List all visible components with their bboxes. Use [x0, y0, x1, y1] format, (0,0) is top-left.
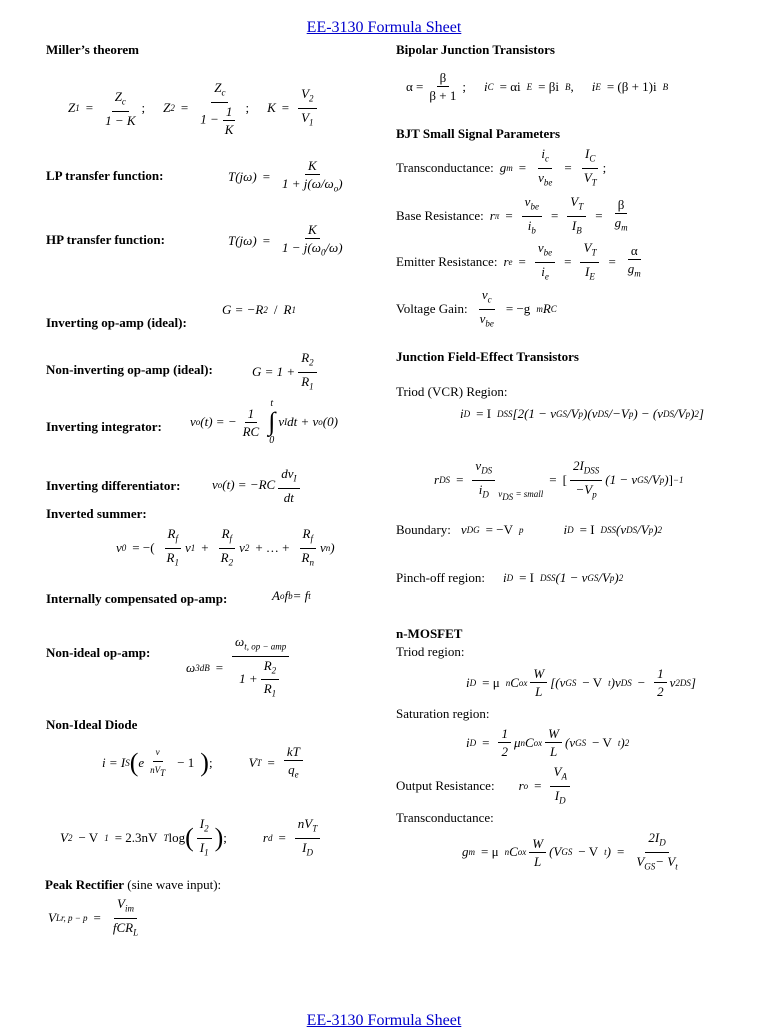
peak-heading: Peak Rectifier (sine wave input):	[45, 877, 222, 892]
jfet-boundary-equation: Boundary: v DG = −V p i D = I DSS (v DS /V p ) 2	[396, 522, 663, 537]
lp-equation: T(jω) = $\frac{K}{1 + j(\omega/\omega_o)}$	[228, 158, 343, 194]
nonideal-opamp-label: Non-ideal op-amp:	[46, 645, 151, 660]
summer-label: Inverted summer:	[46, 506, 147, 521]
jfet-rds-equation: r DS = $\frac{v_{DS}}{i_D}$ $v_{DS}$ = small = [ $\frac{2I_{DSS}}{-V_p}$ (1 − v GS /V p ) ] −1	[434, 458, 684, 503]
jfet-triod-label: Triod (VCR) Region:	[396, 384, 508, 399]
compensated-equation: A o f b = f t	[272, 588, 311, 603]
mosfet-gm-label: Transconductance:	[396, 810, 494, 825]
nonideal-opamp-equation: ω 3dB = $\omega_{t, op - amp}$ 1 + $\frac{R_2}{R_1}$	[186, 634, 292, 702]
bjt-ss-heading: BJT Small Signal Parameters	[396, 126, 561, 141]
diode-voltage-equation: V 2 − V 1 = 2.3nV T log ( $\frac{I_2}{I_1}$ ) ; r d = $\frac{nV_T}{I_D}$	[60, 816, 323, 860]
miller-equations: Z 1 = $\frac{Z_c}{1 - K}$ ; Z 2 = $Z_c$ 1 − $\frac{1}{K}$ ; K = $\frac{V_2}{V_1}$	[68, 80, 320, 137]
hp-equation: T(jω) = $\frac{K}{1 - j(\omega_0/\omega)}$	[228, 222, 343, 258]
bjt-av-equation: Voltage Gain: $\frac{v_c}{v_{be}}$ = −g m R C	[396, 287, 557, 329]
diode-current-equation: i = I S ( e $\frac{v}{nV_T}$ − 1 ) ; V T = $\frac{kT}{q_e}$	[102, 744, 306, 783]
jfet-pinch-equation: Pinch-off region: i D = I DSS (1 − v GS /V p ) 2	[396, 570, 624, 585]
mosfet-sat-equation: i D = $\frac{1}{2}$ μ n C ox $\frac{W}{L}$ (v GS − V t ) 2	[466, 726, 630, 759]
mosfet-sat-label: Saturation region:	[396, 706, 490, 721]
differentiator-equation: v o (t) = −RC $\frac{dv_I}{dt}$	[212, 466, 303, 505]
bjt-rpi-equation: Base Resistance: r π = $\frac{v_{be}}{i_b}$ = $\frac{V_T}{I_B}$ = $\frac{\beta}{g_m}$	[396, 194, 628, 236]
jfet-triod-equation: i D = I DSS [2(1 − v GS /V p )(v DS /−V p ) − (v DS /V p ) 2 ]	[460, 406, 704, 421]
peak-equation: V Lr, p − p = $\frac{V_{im}}{fCR_L}$	[48, 896, 139, 938]
miller-heading: Miller’s theorem	[46, 42, 139, 57]
mosfet-heading: n-MOSFET	[396, 626, 463, 641]
bjt-re-equation: Emitter Resistance: r e = $\frac{v_{be}}{i_e}$ = $\frac{V_T}{I_E}$ = $\frac{\alpha}{g_m}$	[396, 240, 641, 282]
bjt-gm-equation: Transconductance: g m = $\frac{i_c}{v_{be}}$ = $\frac{I_C}{V_T}$ ;	[396, 146, 607, 188]
integrator-label: Inverting integrator:	[46, 419, 162, 434]
mosfet-triod-equation: i D = μ n C ox $\frac{W}{L}$ [(v GS − V t )v DS − $\frac{1}{2}$ v 2 DS ]	[466, 666, 696, 699]
mosfet-ro-equation: Output Resistance: r o = $\frac{V_A}{I_D}$	[396, 764, 573, 808]
differentiator-label: Inverting differentiator:	[46, 478, 181, 493]
integrator-equation: v o (t) = − $\frac{1}{RC}$ t ∫ 0 v I dt + v o (0)	[190, 398, 338, 446]
bjt-heading: Bipolar Junction Transistors	[396, 42, 555, 57]
mosfet-gm-equation: g m = μ n C ox $\frac{W}{L}$ (V GS − V t ) = $\frac{2I_D}{V_{GS}- V_t}$	[462, 830, 678, 872]
noninverting-equation: G = 1 + $\frac{R_2}{R_1}$	[252, 350, 320, 394]
diode-heading: Non-Ideal Diode	[46, 717, 138, 732]
jfet-heading: Junction Field-Effect Transistors	[396, 349, 579, 364]
page-title[interactable]: EE-3130 Formula Sheet	[306, 19, 462, 36]
hp-label: HP transfer function:	[46, 232, 165, 247]
noninverting-label: Non-inverting op-amp (ideal):	[46, 362, 213, 377]
bjt-equations: α = $\frac{\beta}{\beta + 1}$ ; i C = αi E = βi B , i E = (β + 1)i B	[406, 70, 669, 103]
inverting-equation: G = −R 2 / R 1	[222, 302, 296, 317]
lp-label: LP transfer function:	[46, 168, 164, 183]
compensated-label: Internally compensated op-amp:	[46, 591, 228, 606]
inverting-label: Inverting op-amp (ideal):	[46, 315, 187, 330]
summer-equation: v 0 = −( $\frac{R_f}{R_1}$ v 1 + $\frac{R_f}{R_2}$ v 2 + … + $\frac{R_f}{R_n}$ v n )	[116, 526, 335, 568]
mosfet-triod-label: Triod region:	[396, 644, 465, 659]
page-title-next[interactable]: EE-3130 Formula Sheet	[306, 1012, 462, 1029]
